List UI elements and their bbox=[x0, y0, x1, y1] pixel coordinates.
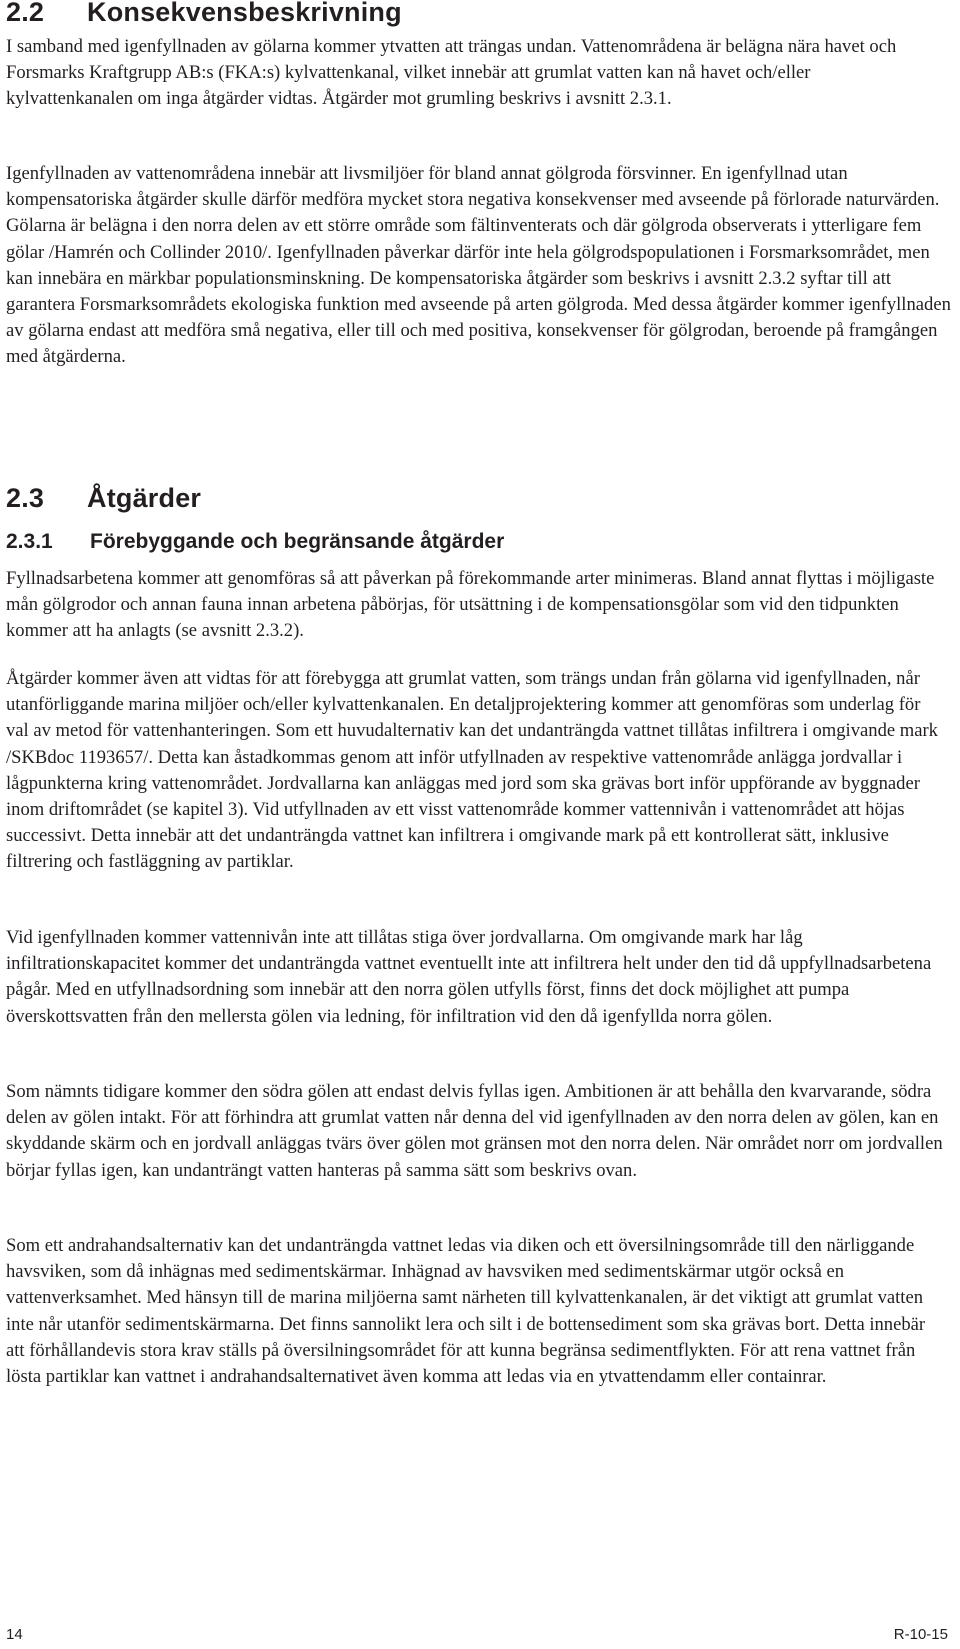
paragraph: Igenfyllnaden av vattenområdena innebär att livsmiljöer för bland annat gölgroda försvinner. En igenfyllnad utan kompensatoriska åtgärder skulle därför medföra mycket stora negativa konsekvenser med avseende på förlorade naturvärden. Gölarna är belägna i den norra delen av ett större område som fältinventerats och där gölgroda observerats i ytterligare fem gölar /Hamrén och Collinder 2010/. Igenfyllnaden påverkar därför inte hela gölgrodspopulationen i Forsmarksområdet, men kan innebära en märkbar populationsminskning. De kompensatoriska åtgärder som beskrivs i avsnitt 2.3.2 syftar till att garantera Forsmarksområdets ekologiska funktion med avseende på arten gölgroda. Med dessa åtgärder kommer igenfyllnaden av gölarna endast att medföra små negativa, eller till och med positiva, konsekvenser för gölgrodan, beroende på framgången med åtgärderna. bbox=[6, 163, 951, 368]
section-heading-2-3 bbox=[6, 483, 201, 513]
paragraph: Som nämnts tidigare kommer den södra gölen att endast delvis fyllas igen. Ambitionen är att behålla den kvarvarande, södra delen av gölen intakt. För att förhindra att grumlat vatten når denna del vid igenfyllnaden av den norra delen av gölen, kan en skyddande skärm och en jordvall anläggas tvärs över gölen mot gränsen mot den norra delen. När området norr om jordvallen börjar fyllas igen, kan undanträngt vatten hanteras på samma sätt som beskrivs ovan. bbox=[6, 1081, 943, 1181]
section-title: Åtgärder bbox=[87, 483, 202, 513]
paragraph: I samband med igenfyllnaden av gölarna kommer ytvatten att trängas undan. Vattenområdena är belägna nära havet och Forsmarks Kraftgrupp AB:s (FKA:s) kylvattenkanal, vilket innebär att grumlat vatten kan nå havet och/eller kylvattenkanalen om inga åtgärder vidtas. Åtgärder mot grumling beskrivs i avsnitt 2.3.1. bbox=[6, 36, 897, 110]
paragraph: Fyllnadsarbetena kommer att genomföras så att påverkan på förekommande arter minimeras. Bland annat flyttas i möjligaste mån gölgrodor och annan fauna innan arbetena påbörjas, för utsättning i de kompensationsgölar som vid den tidpunkten kommer att ha anlagts (se avsnitt 2.3.2). bbox=[6, 568, 935, 642]
section-title: Förebyggande och begränsande åtgärder bbox=[90, 530, 505, 553]
paragraph: Som ett andrahandsalternativ kan det undanträngda vattnet ledas via diken och ett översilningsområde till den närliggande havsviken, som då inhägnas med sedimentskärmar. Inhägnad av havsviken med sedimentskärmar utgör också en vattenverksamhet. Med hänsyn till de marina miljöerna samt närheten till kylvattenkanalen, är det viktigt att grumlat vatten inte når utanför sedimentskärmarna. Det finns sannolikt lera och silt i de bottensediment som ska grävas bort. Detta innebär att förhållandevis stora krav ställs på översilningsområdet för att kunna begränsa sedimentflykten. För att rena vattnet från lösta partiklar kan vattnet i andrahandsalternativet även komma att ledas via en ytvattendamm eller containrar. bbox=[6, 1235, 926, 1388]
paragraph: Åtgärder kommer även att vidtas för att förebygga att grumlat vatten, som trängs undan från gölarna vid igenfyllnaden, når utanförliggande marina miljöer och/eller kylvattenkanalen. En detaljprojektering kommer att genomföras som underlag för val av metod för vattenhanteringen. Som ett huvudalternativ kan det undanträngda vattnet tillåtas infiltrera i omgivande mark /SKBdoc 1193657/. Detta kan åstadkommas genom att inför utfyllnaden av respektive vattenområde anlägga jordvallar i lågpunkterna kring vattenområdet. Jordvallarna kan anläggas med jord som ska grävas bort inför uppförande av byggnader inom driftområdet (se kapitel 3). Vid utfyllnaden av ett visst vattenområde kommer vattennivån i vattenområdet att höjas successivt. Detta innebär att det undanträngda vattnet kan infiltrera i omgivande mark på ett kontrollerat sätt, inklusive filtrering och fastläggning av partiklar. bbox=[6, 668, 938, 873]
subsection-heading-2-3-1 bbox=[6, 529, 504, 555]
section-title: Konsekvensbeskrivning bbox=[87, 0, 402, 27]
page-number: 14 bbox=[6, 1626, 23, 1643]
report-id: R-10-15 bbox=[893, 1626, 948, 1643]
section-number: 2.2 bbox=[6, 0, 45, 27]
paragraph: Vid igenfyllnaden kommer vattennivån inte att tillåtas stiga över jordvallarna. Om omgivande mark har låg infiltrationskapacitet kommer det undanträngda vattnet eventuellt inte att infiltrera helt under den tid då uppfyllnadsarbetena pågår. Med en utfyllnadsordning som innebär att den norra gölen utfylls först, finns det dock möjlighet att pumpa överskottsvatten från den mellersta gölen via ledning, för infiltration vid den då igenfyllda norra gölen. bbox=[6, 927, 932, 1027]
section-heading-2-2 bbox=[6, 0, 402, 27]
section-number: 2.3 bbox=[6, 483, 45, 513]
section-number: 2.3.1 bbox=[6, 530, 53, 553]
